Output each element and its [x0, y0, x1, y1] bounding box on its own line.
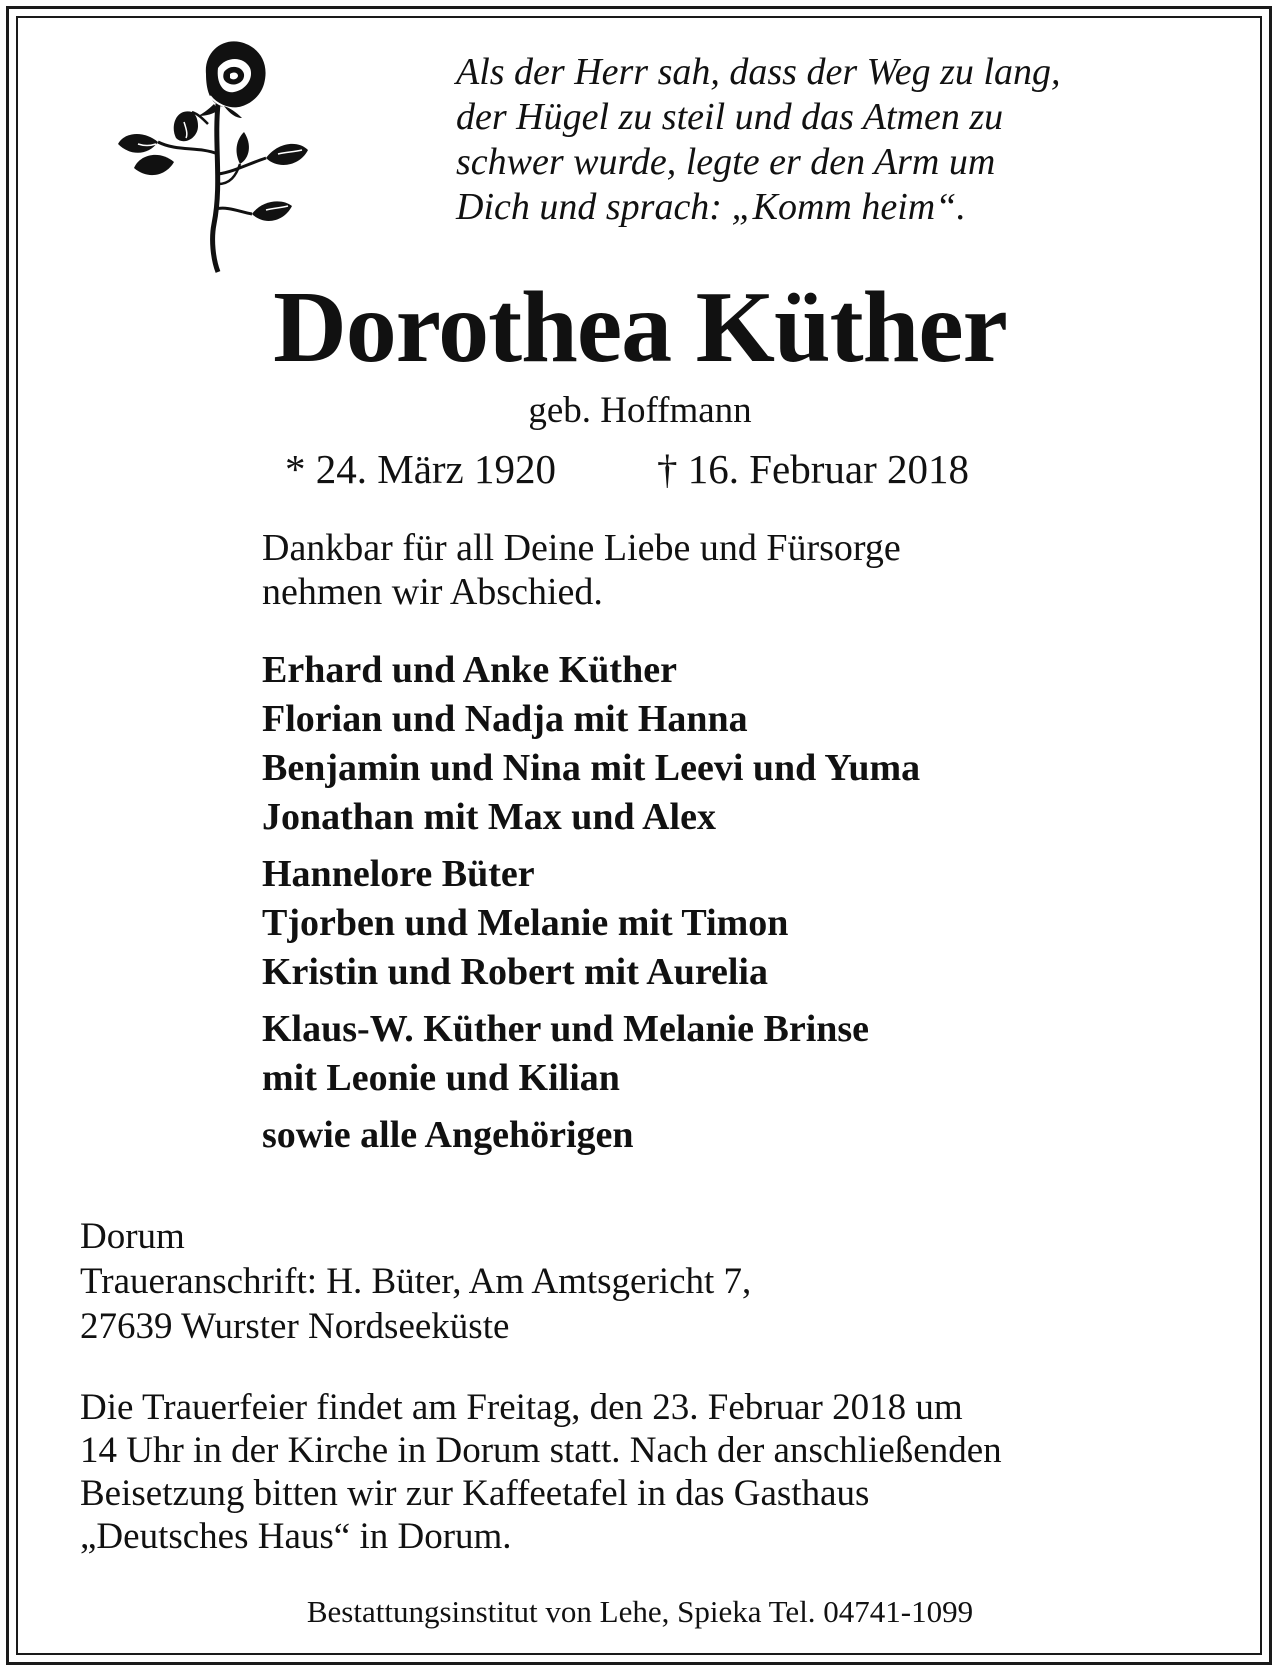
family-group	[262, 1111, 920, 1160]
verse-line: schwer wurde, legte er den Arm um	[456, 141, 996, 183]
family-group	[262, 1005, 920, 1103]
verse	[456, 50, 1216, 230]
deceased-name: Dorothea Küther	[273, 271, 1007, 384]
service-line: „Deutsches Haus“ in Dorum.	[80, 1516, 512, 1557]
service-info	[80, 1386, 1002, 1558]
family-member: Hannelore Büter	[262, 853, 535, 895]
thanks-line: nehmen wir Abschied.	[262, 571, 603, 613]
rose-icon	[118, 34, 318, 274]
family-member: mit Leonie und Kilian	[262, 1057, 620, 1099]
maiden-name: geb. Hoffmann	[528, 390, 752, 431]
address-line: Traueranschrift: H. Büter, Am Amtsgericht 7,	[80, 1261, 752, 1302]
family-member: Jonathan mit Max und Alex	[262, 796, 716, 838]
family-group	[262, 646, 920, 842]
mourning-address	[80, 1214, 751, 1349]
service-line: Beisetzung bitten wir zur Kaffeetafel in das Gasthaus	[80, 1473, 870, 1514]
family-member: sowie alle Angehörigen	[262, 1114, 634, 1156]
thanks-line: Dankbar für all Deine Liebe und Fürsorge	[262, 527, 901, 569]
birth-date: * 24. März 1920	[285, 446, 557, 492]
service-line: 14 Uhr in der Kirche in Dorum statt. Nach der anschließenden	[80, 1430, 1002, 1471]
family-list	[262, 646, 920, 1168]
family-member: Erhard und Anke Küther	[262, 649, 677, 691]
address-line: Dorum	[80, 1216, 185, 1257]
undertaker-info: Bestattungsinstitut von Lehe, Spieka Tel. 04741-1099	[306, 1594, 974, 1629]
family-member: Klaus-W. Küther und Melanie Brinse	[262, 1008, 870, 1050]
family-member: Benjamin und Nina mit Leevi und Yuma	[262, 747, 921, 789]
address-line: 27639 Wurster Nordseeküste	[80, 1306, 510, 1347]
family-member: Tjorben und Melanie mit Timon	[262, 902, 789, 944]
verse-line: der Hügel zu steil und das Atmen zu	[456, 96, 1004, 138]
family-group	[262, 850, 920, 997]
thanks-text	[262, 526, 901, 614]
service-line: Die Trauerfeier findet am Freitag, den 23. Februar 2018 um	[80, 1387, 963, 1428]
death-date: † 16. Februar 2018	[657, 446, 970, 492]
family-member: Florian und Nadja mit Hanna	[262, 698, 748, 740]
family-member: Kristin und Robert mit Aurelia	[262, 951, 768, 993]
verse-line: Als der Herr sah, dass der Weg zu lang,	[456, 51, 1061, 93]
verse-line: Dich und sprach: „Komm heim“.	[456, 186, 966, 228]
